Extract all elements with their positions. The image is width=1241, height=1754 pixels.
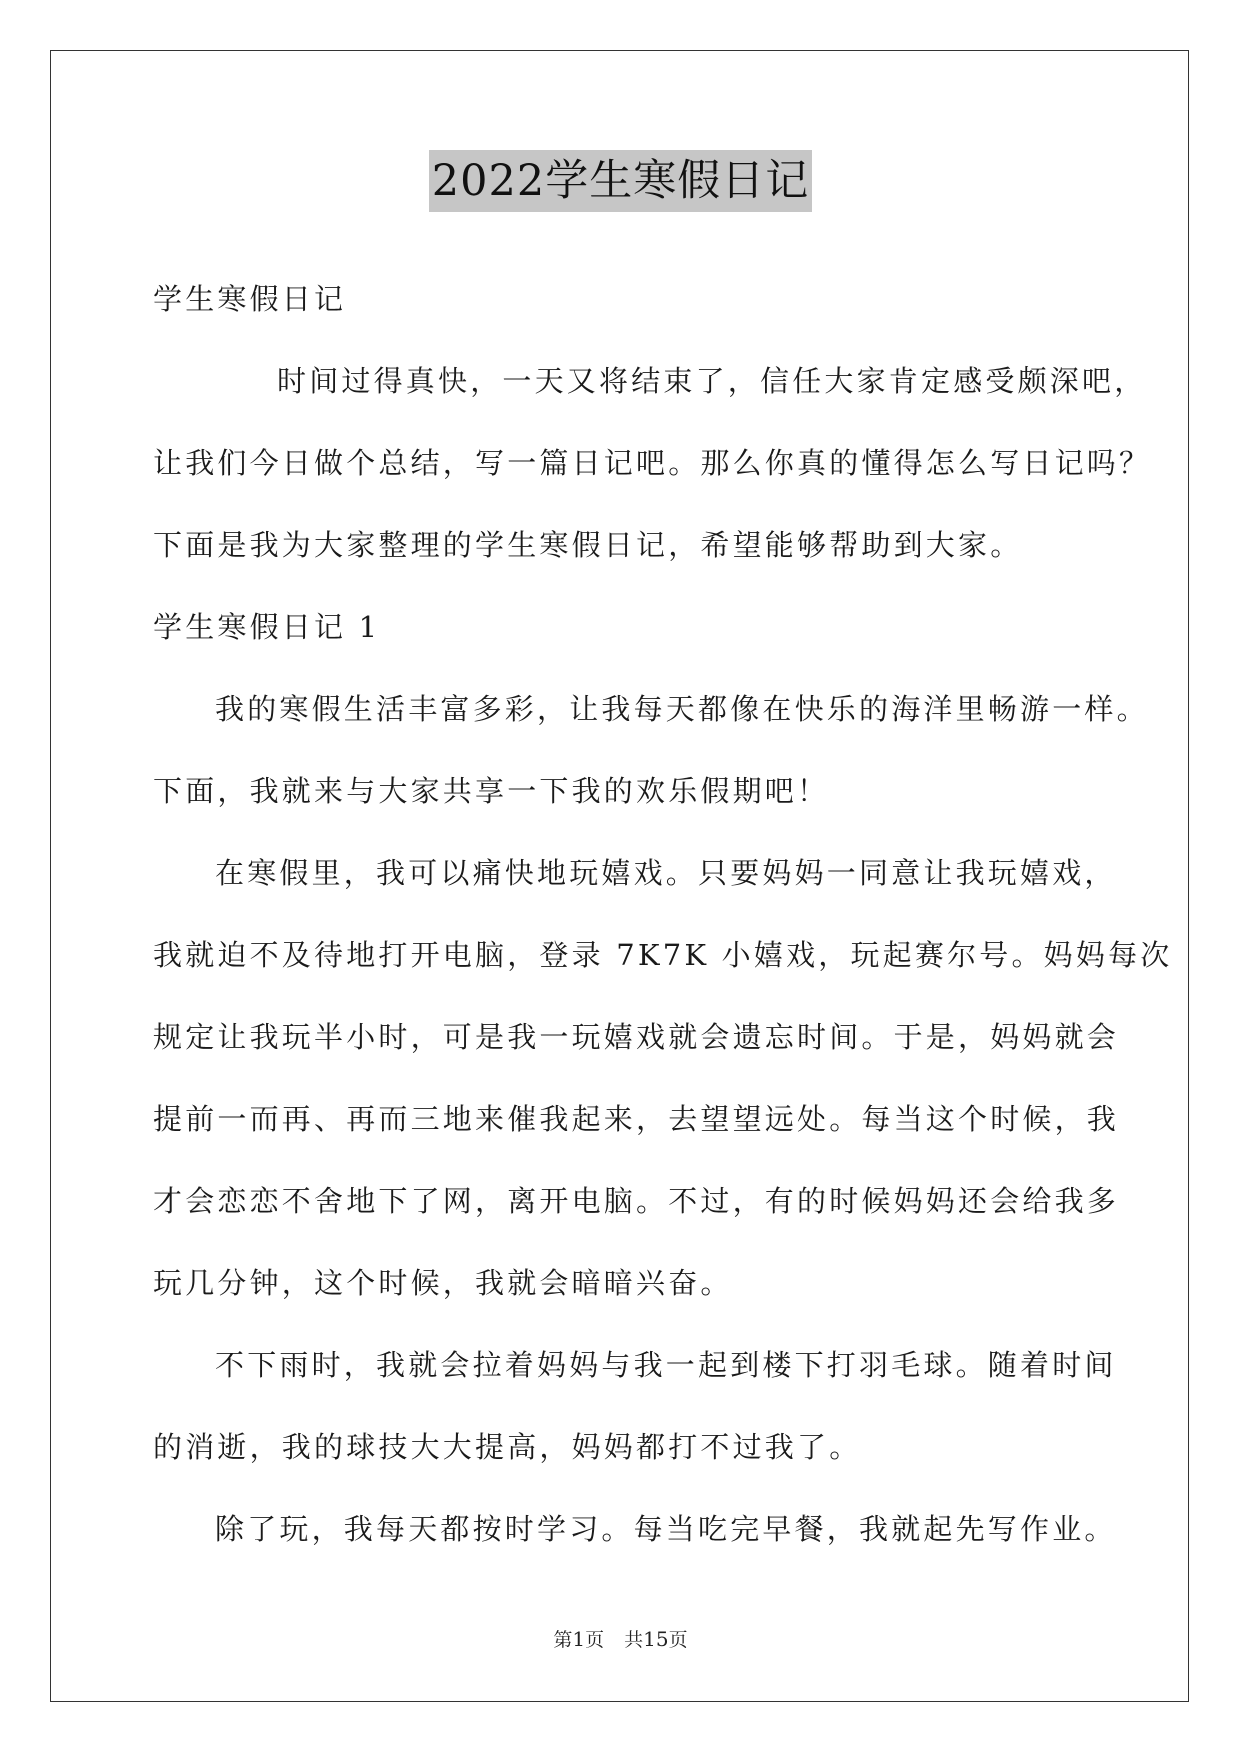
text-line: 让我们今日做个总结，写一篇日记吧。那么你真的懂得怎么写日记吗？ [153, 446, 1152, 480]
text-line: 的消逝，我的球技大大提高，妈妈都打不过我了。 [153, 1430, 862, 1464]
text-line: 不下雨时，我就会拉着妈妈与我一起到楼下打羽毛球。随着时间 [215, 1348, 1117, 1382]
page-prefix: 第 [553, 1629, 573, 1651]
page-footer [0, 1625, 1241, 1652]
text-line: 玩几分钟，这个时候，我就会暗暗兴奋。 [153, 1266, 733, 1300]
text-line: 我就迫不及待地打开电脑，登录 7K7K 小嬉戏，玩起赛尔号。妈妈每次 [153, 938, 1173, 972]
page-total: 15 [643, 1627, 669, 1651]
text-line: 下面是我为大家整理的学生寒假日记，希望能够帮助到大家。 [153, 528, 1023, 562]
document-title: 2022学生寒假日记 [429, 150, 812, 212]
document-body [153, 258, 1173, 1570]
total-unit: 页 [668, 1629, 688, 1651]
text-line: 提前一而再、再而三地来催我起来，去望望远处。每当这个时候，我 [153, 1102, 1120, 1136]
text-line: 在寒假里，我可以痛快地玩嬉戏。只要妈妈一同意让我玩嬉戏， [215, 856, 1117, 890]
page-unit: 页 [585, 1629, 605, 1651]
text-line: 下面，我就来与大家共享一下我的欢乐假期吧！ [153, 774, 830, 808]
text-line: 我的寒假生活丰富多彩，让我每天都像在快乐的海洋里畅游一样。 [215, 692, 1149, 726]
text-line: 时间过得真快，一天又将结束了，信任大家肯定感受颇深吧， [277, 364, 1147, 398]
section-heading: 学生寒假日记 [153, 282, 347, 316]
page-current: 1 [572, 1627, 586, 1651]
text-line: 除了玩，我每天都按时学习。每当吃完早餐，我就起先写作业。 [215, 1512, 1117, 1546]
total-prefix: 共 [624, 1629, 644, 1651]
text-line: 规定让我玩半小时，可是我一玩嬉戏就会遗忘时间。于是，妈妈就会 [153, 1020, 1120, 1054]
section-heading: 学生寒假日记 1 [153, 610, 381, 644]
text-line: 才会恋恋不舍地下了网，离开电脑。不过，有的时候妈妈还会给我多 [153, 1184, 1120, 1218]
title-container [0, 150, 1241, 212]
